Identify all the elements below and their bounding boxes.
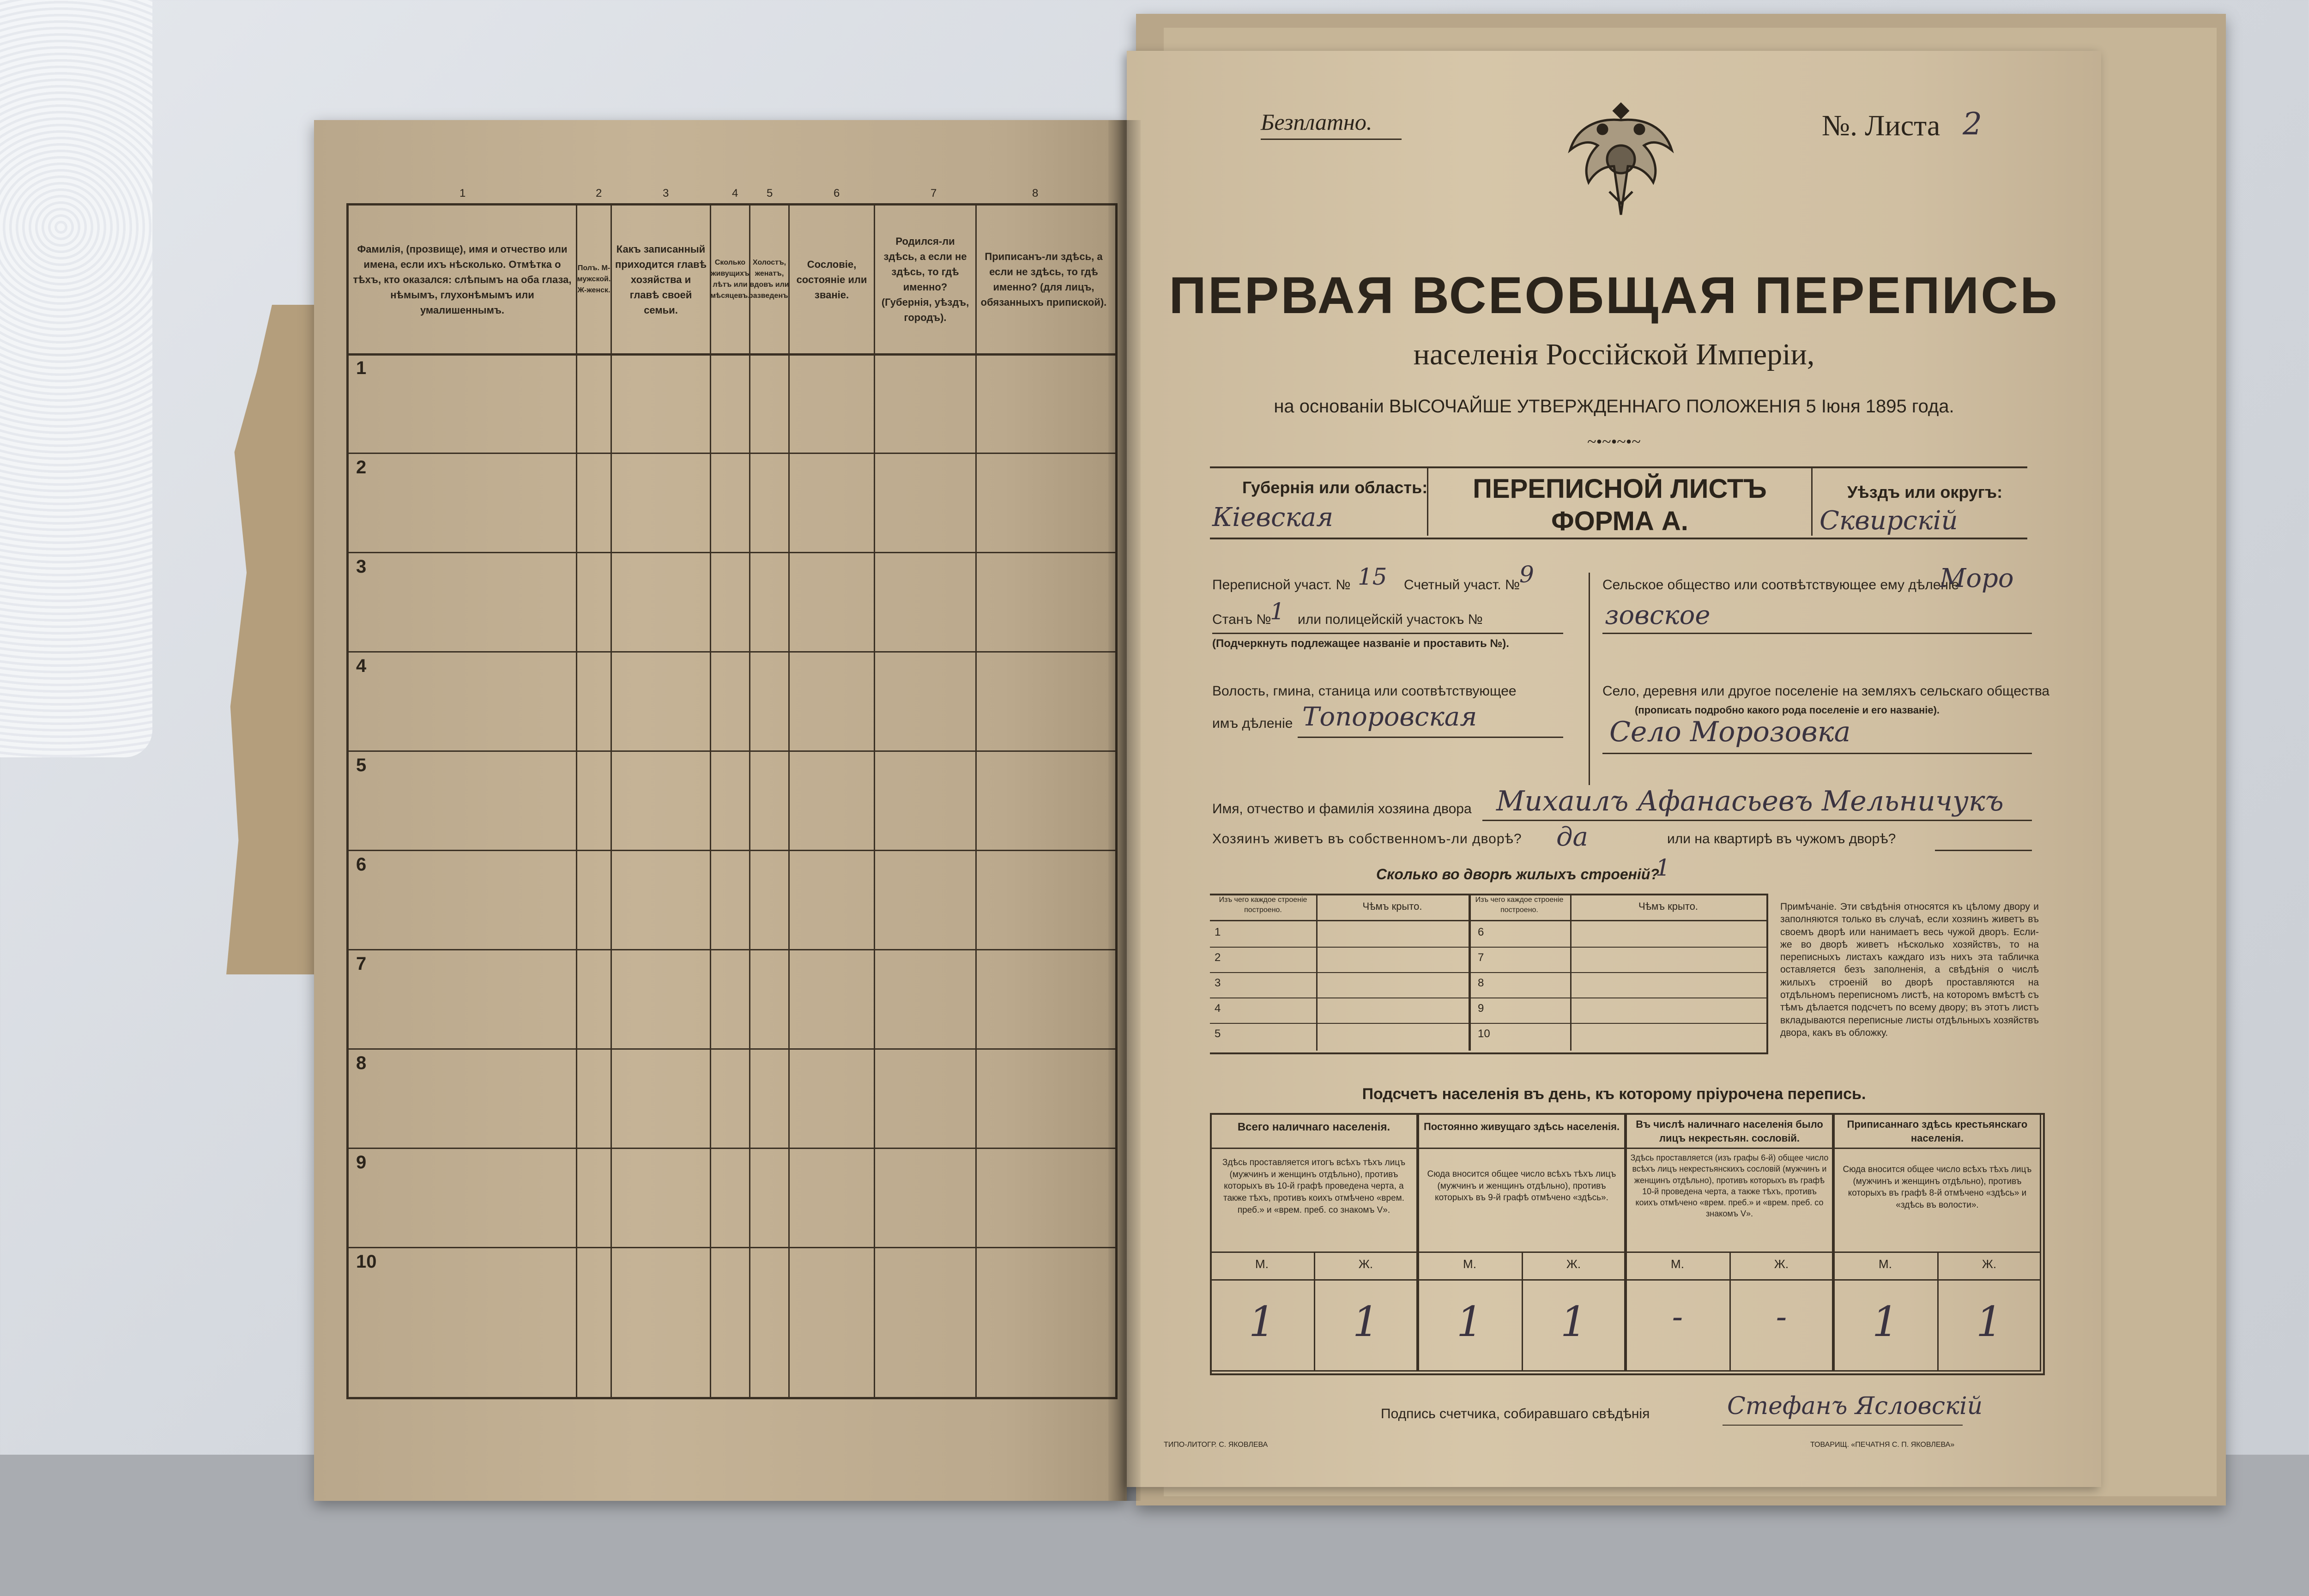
table-row-divider	[349, 651, 1115, 653]
column-number: 3	[663, 187, 669, 200]
male-label: М.	[1255, 1257, 1269, 1271]
printer-mark: ТОВАРИЩ. «ПЕЧАТНЯ С. П. ЯКОВЛЕВА»	[1810, 1441, 1955, 1449]
underline-note: (Подчеркнуть подлежащее названіе и проставить №).	[1212, 637, 1509, 650]
table-divider	[610, 206, 612, 1397]
buildings-row-line	[1210, 947, 1766, 948]
census-district-label: Переписной участ. №	[1212, 577, 1351, 592]
buildings-row-number: 4	[1215, 1002, 1221, 1015]
row-number: 10	[356, 1251, 377, 1272]
right-page	[1127, 51, 2101, 1487]
count-value: 1	[1352, 1298, 1379, 1346]
buildings-row-number: 10	[1478, 1028, 1490, 1040]
document-subtitle: населенія Россійской Имперіи,	[1413, 338, 1815, 371]
column-number: 8	[1032, 187, 1039, 200]
column-number: 1	[459, 187, 466, 200]
row-number: 9	[356, 1152, 367, 1173]
book-spine	[1108, 120, 1141, 1501]
free-label: Безплатно.	[1261, 109, 1372, 135]
table-row-divider	[349, 1048, 1115, 1050]
count-description: Здѣсь проставляется (изъ графы 6-й) общее число всѣхъ лицъ некрестьянскихъ сословій (мужчинъ и женщинъ отдѣльно), противъ которыхъ въ графѣ 10-й проведена черта, а также тѣхъ, противъ коихъ отмѣчено «врем. преб.» и «врем. преб. со знакомъ V».	[1630, 1153, 1829, 1219]
header-registration: Приписанъ-ли здѣсь, а если не здѣсь, то гдѣ именно? (для лицъ, обязанныхъ припиской).	[980, 251, 1107, 308]
female-label: Ж.	[1358, 1257, 1373, 1271]
table-row-divider	[349, 1247, 1115, 1248]
volost-value: Топоровская	[1302, 702, 1477, 732]
male-label: М.	[1463, 1257, 1476, 1271]
female-label: Ж.	[1982, 1257, 1997, 1271]
table-divider	[975, 206, 977, 1397]
male-label: М.	[1671, 1257, 1684, 1271]
form-line	[1602, 633, 2032, 634]
lives-own-label: Хозяинъ живетъ въ собственномъ-ли дворѣ?	[1212, 831, 1522, 846]
column-number: 2	[596, 187, 602, 200]
torn-page-edge	[226, 305, 328, 974]
signature-value: Стефанъ Ясловскій	[1727, 1392, 1983, 1420]
table-row-divider	[349, 750, 1115, 752]
count-description: Сюда вносится общее число всѣхъ тѣхъ лицъ (мужчинъ и женщинъ отдѣльно), противъ которыхъ въ графѣ 8-й отмѣчено «здѣсь» и «здѣсь въ волости».	[1843, 1165, 2032, 1210]
count-value: 1	[1976, 1298, 2003, 1346]
count-row-line	[1210, 1251, 2041, 1253]
buildings-row-number: 8	[1478, 977, 1484, 989]
stan-label: Станъ №	[1212, 612, 1271, 627]
row-number: 3	[356, 556, 367, 577]
count-header-permanent: Постоянно живущаго здѣсь населенія.	[1423, 1121, 1620, 1132]
table-divider	[874, 206, 875, 1397]
buildings-col-material: Изъ чего каждое строеніе построено.	[1219, 896, 1307, 914]
form-line	[1602, 753, 2032, 754]
lives-own-value: да	[1556, 822, 1588, 852]
lives-rent-label: или на квартирѣ въ чужомъ дворѣ?	[1667, 831, 1896, 846]
volost-label-2: имъ дѣленіе	[1212, 716, 1293, 731]
vertical-divider	[1589, 573, 1590, 785]
count-value: 1	[1248, 1298, 1275, 1346]
female-label: Ж.	[1566, 1257, 1581, 1271]
column-number: 6	[834, 187, 840, 200]
count-description: Сюда вносится общее число всѣхъ тѣхъ лицъ (мужчинъ и женщинъ отдѣльно), противъ которыхъ въ 9-й графѣ отмѣчено «здѣсь».	[1427, 1169, 1616, 1203]
table-divider	[788, 206, 790, 1397]
header-marital: Холостъ, женатъ, вдовъ или разведенъ.	[750, 206, 790, 353]
table-row-divider	[349, 552, 1115, 553]
signature-label: Подпись счетчика, собиравшаго свѣдѣнія	[1381, 1406, 1650, 1421]
village-label: Село, деревня или другое поселеніе на земляхъ сельскаго общества	[1602, 683, 2050, 699]
count-header-total: Всего наличнаго населенія.	[1237, 1121, 1390, 1133]
buildings-row-number: 5	[1215, 1028, 1221, 1040]
form-line	[1212, 633, 1563, 634]
count-header-non-peasant: Въ числѣ наличнаго населенія было лицъ некрестьян. сословій.	[1636, 1118, 1823, 1144]
counting-district-value: 9	[1519, 561, 1534, 588]
society-value-cont: зовское	[1605, 600, 1711, 630]
counting-district-label: Счетный участ. №	[1404, 577, 1520, 592]
form-subtitle: ФОРМА А.	[1551, 506, 1688, 536]
police-district-label: или полицейскій участокъ №	[1298, 612, 1483, 627]
buildings-row-number: 6	[1478, 926, 1484, 938]
form-line	[1298, 737, 1563, 738]
form-title: ПЕРЕПИСНОЙ ЛИСТЪ	[1473, 474, 1767, 504]
row-number: 7	[356, 954, 367, 974]
village-value: Село Морозовка	[1609, 716, 1851, 748]
form-line	[1482, 820, 2032, 821]
column-number: 7	[931, 187, 937, 200]
ornament: ~•~•~•~	[1587, 432, 1641, 451]
row-number: 5	[356, 755, 367, 775]
buildings-value: 1	[1656, 854, 1670, 881]
volost-label: Волость, гмина, станица или соотвѣтствующее	[1212, 683, 1517, 699]
table-divider	[749, 206, 750, 1397]
buildings-row-number: 7	[1478, 951, 1484, 964]
table-divider	[576, 206, 577, 1397]
female-label: Ж.	[1774, 1257, 1789, 1271]
document-title: ПЕРВАЯ ВСЕОБЩАЯ ПЕРЕПИСЬ	[1169, 266, 2059, 324]
table-divider	[710, 206, 711, 1397]
buildings-col-roof: Чѣмъ крыто.	[1362, 901, 1422, 912]
header-estate: Сословіе, состояніе или званіе.	[790, 206, 875, 353]
header-sex: Полъ. М-мужской. Ж-женск.	[577, 206, 612, 353]
buildings-col-material: Изъ чего каждое строеніе построено.	[1475, 896, 1564, 914]
count-value: 1	[1872, 1298, 1899, 1346]
village-note: (прописать подробно какого рода поселеніе и его названіе).	[1635, 704, 1940, 716]
legal-basis: на основаніи ВЫСОЧАЙШЕ УТВЕРЖДЕННАГО ПОЛОЖЕНІЯ 5 Іюня 1895 года.	[1274, 396, 1954, 417]
count-value: -	[1672, 1298, 1683, 1336]
table-row-divider	[349, 1148, 1115, 1149]
header-name: Фамилія, (прозвище), имя и отчество или имена, если ихъ нѣсколько. Отмѣтка о тѣхъ, кто оказался: слѣпымъ на оба глаза, нѣмымъ, глухонѣмымъ или умалишеннымъ.	[349, 206, 577, 353]
uezd-value: Сквирскій	[1819, 506, 1958, 536]
column-number: 4	[732, 187, 738, 200]
male-label: М.	[1879, 1257, 1892, 1271]
note-text: Примѣчаніе. Эти свѣдѣнія относятся къ цѣлому двору и заполняются только въ случаѣ, если хозяинъ живетъ въ своемъ дворѣ или нанимаетъ весь чужой дворъ. Если-же во дворѣ живетъ нѣсколько хозяйствъ, то на переписныхъ листахъ каждаго изъ нихъ эта табличка оставляется безъ заполненія, а свѣдѣнія о числѣ жилыхъ строеній во дворѣ проставляются на отдѣльномъ переписномъ листѣ, на которомъ вмѣстѣ съ тѣмъ дѣлается подсчетъ по всему двору; въ этотъ листъ вкладываются переписные листы отдѣльныхъ хозяйствъ двора, какъ въ обложку.	[1780, 901, 2039, 1038]
buildings-row-line	[1210, 1023, 1766, 1024]
count-header-registered: Приписаннаго здѣсь крестьянскаго населенія.	[1847, 1118, 2028, 1144]
table-row-divider	[349, 850, 1115, 851]
printer-mark: ТИПО-ЛИТОГР. С. ЯКОВЛЕВА	[1164, 1441, 1268, 1449]
buildings-row-number: 3	[1215, 977, 1221, 989]
owner-label: Имя, отчество и фамилія хозяина двора	[1212, 801, 1472, 816]
stan-value: 1	[1270, 598, 1285, 625]
buildings-row-number: 9	[1478, 1002, 1484, 1015]
row-number: 2	[356, 457, 367, 478]
count-value: -	[1776, 1298, 1787, 1336]
buildings-row-number: 2	[1215, 951, 1221, 964]
buildings-label: Сколько во дворѣ жилыхъ строеній?	[1376, 866, 1659, 883]
count-row-line	[1210, 1279, 2041, 1281]
free-underline	[1261, 139, 1402, 140]
buildings-col-roof: Чѣмъ крыто.	[1638, 901, 1698, 912]
owner-value: Михаилъ Афанасьевъ Мельничукъ	[1496, 785, 2004, 817]
header-relation: Какъ записанный приходится главѣ хозяйства и главѣ своей семьи.	[612, 206, 711, 353]
census-district-value: 15	[1358, 563, 1387, 590]
sheet-label: №. Листа	[1822, 109, 1940, 142]
header-age: Сколько живущихъ лѣтъ или мѣсяцевъ.	[711, 206, 750, 353]
count-row-line	[1210, 1148, 2041, 1149]
count-value: 1	[1456, 1298, 1483, 1346]
uezd-label: Уѣздъ или округъ:	[1847, 483, 2003, 502]
count-value: 1	[1560, 1298, 1587, 1346]
header-birthplace: Родился-ли здѣсь, а если не здѣсь, то гдѣ именно? (Губернія, уѣздъ, городъ).	[875, 206, 977, 353]
buildings-row-number: 1	[1215, 926, 1221, 938]
sheet-number: 2	[1963, 106, 1982, 142]
signature-line	[1723, 1425, 1963, 1426]
table-row-divider	[349, 353, 1115, 356]
packing-foam	[0, 0, 152, 757]
double-headed-eagle-icon	[1563, 95, 1679, 224]
column-number: 5	[767, 187, 773, 200]
row-number: 8	[356, 1053, 367, 1073]
society-value: Моро	[1940, 563, 2014, 593]
form-line	[1935, 850, 2032, 851]
row-number: 6	[356, 854, 367, 875]
census-record-table	[346, 187, 1118, 1399]
row-number: 1	[356, 358, 367, 378]
table-row-divider	[349, 453, 1115, 454]
count-description: Здѣсь проставляется итогъ всѣхъ тѣхъ лицъ (мужчинъ и женщинъ отдѣльно), противъ которыхъ въ 10-й графѣ проведена черта, а также тѣхъ, противъ коихъ отмѣчено «врем. преб.» и «врем. преб. со знакомъ V».	[1222, 1158, 1406, 1215]
society-label: Сельское общество или соотвѣтствующее ему дѣленіе	[1602, 577, 1959, 592]
guberniya-label: Губернія или область:	[1242, 478, 1428, 497]
row-number: 4	[356, 656, 367, 676]
guberniya-value: Кіевская	[1212, 502, 1334, 532]
buildings-row-line	[1210, 972, 1766, 973]
table-row-divider	[349, 949, 1115, 950]
count-title: Подсчетъ населенія въ день, къ которому пріурочена перепись.	[1362, 1085, 1866, 1103]
